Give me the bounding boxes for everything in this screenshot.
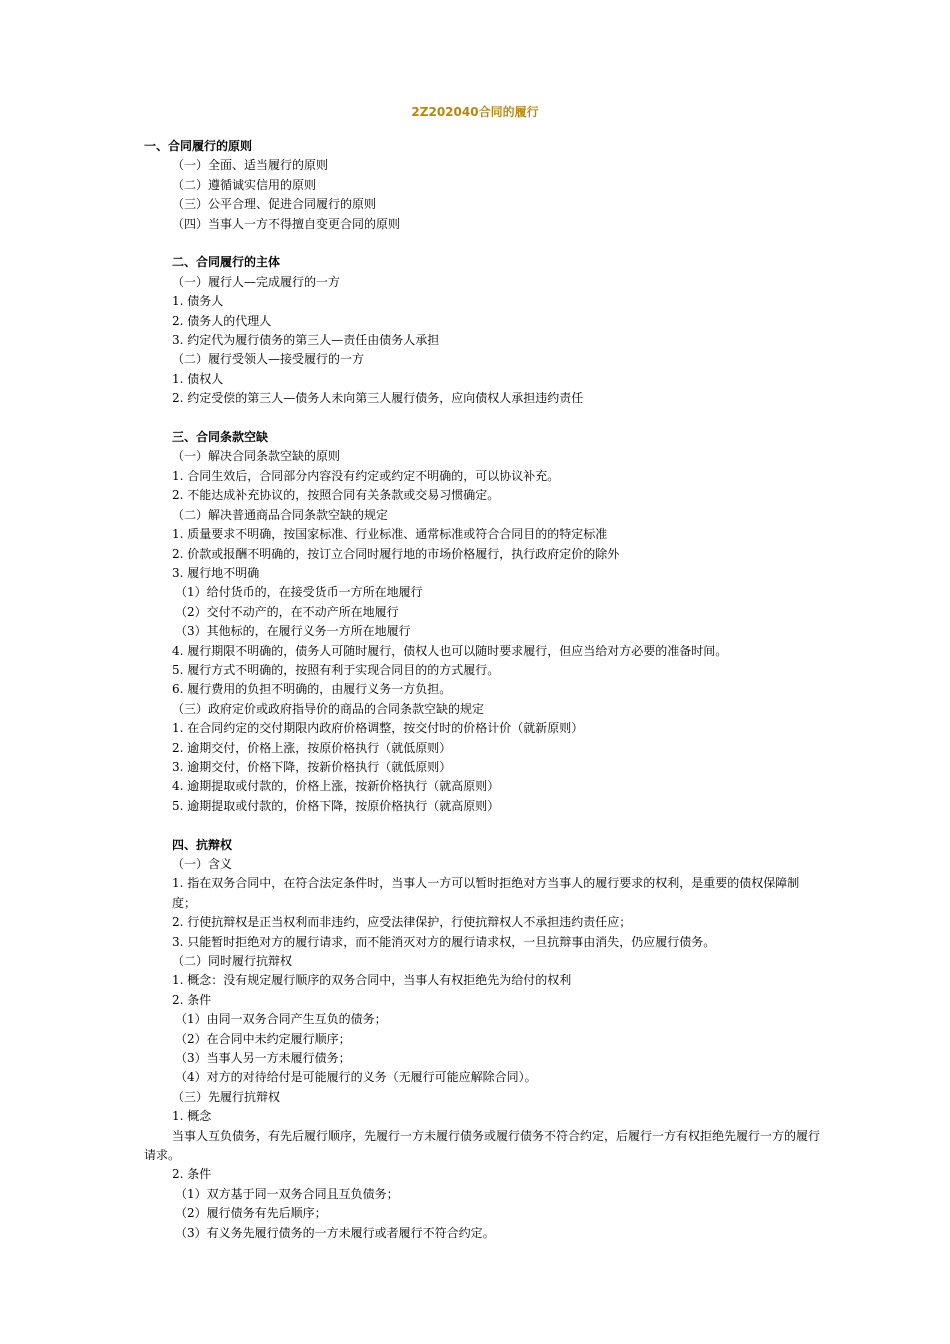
- numbered-item: 3. 约定代为履行债务的第三人—责任由债务人承担: [172, 333, 440, 348]
- section-heading: 三、合同条款空缺: [172, 430, 269, 445]
- blank-line: [144, 234, 820, 253]
- section-heading: 一、合同履行的原则: [144, 139, 253, 153]
- subsection-heading: （三）政府定价或政府指导价的商品的合同条款空缺的规定: [172, 701, 485, 716]
- parenthetical-item: （1）双方基于同一双务合同且互负债务；: [175, 1186, 399, 1201]
- blank-line: [144, 409, 820, 428]
- numbered-item: 6. 履行费用的负担不明确的，由履行义务一方负担。: [172, 682, 452, 697]
- subsection-heading: （四）当事人一方不得擅自变更合同的原则: [172, 216, 401, 231]
- numbered-item: 1. 债务人: [172, 294, 224, 309]
- subsection-heading: （二）解决普通商品合同条款空缺的规定: [172, 507, 389, 522]
- numbered-item: 3. 逾期交付，价格下降，按新价格执行（就低原则）: [172, 759, 452, 774]
- subsection-heading: （二）同时履行抗辩权: [172, 954, 293, 969]
- numbered-item: 2. 逾期交付，价格上涨，按原价格执行（就低原则）: [172, 740, 452, 755]
- parenthetical-item: （1）由同一双务合同产生互负的债务；: [175, 1012, 387, 1027]
- numbered-item: 1. 概念：没有规定履行顺序的双务合同中，当事人有权拒绝先为给付的权利: [172, 973, 572, 988]
- numbered-item: 2. 债务人的代理人: [172, 313, 272, 328]
- numbered-item: 2. 条件: [172, 992, 212, 1007]
- subsection-heading: （二）履行受领人—接受履行的一方: [172, 352, 365, 367]
- numbered-item: 1. 合同生效后，合同部分内容没有约定或约定不明确的，可以协议补充。: [172, 468, 560, 483]
- paragraph: 当事人互负债务，有先后履行顺序，先履行一方未履行债务或履行债务不符合约定，后履行一方有权拒绝先履行一方的履行请求。: [144, 1128, 821, 1163]
- numbered-item: 5. 逾期提取或付款的，价格下降，按原价格执行（就高原则）: [172, 798, 500, 813]
- numbered-item: 4. 逾期提取或付款的，价格上涨，按新价格执行（就高原则）: [172, 779, 500, 794]
- numbered-item: 2. 行使抗辩权是正当权利而非违约，应受法律保护，行使抗辩权人不承担违约责任应；: [172, 915, 632, 930]
- numbered-item: 5. 履行方式不明确的，按照有利于实现合同目的的方式履行。: [172, 662, 500, 677]
- numbered-item: 2. 价款或报酬不明确的，按订立合同时履行地的市场价格履行，执行政府定价的除外: [172, 546, 620, 561]
- parenthetical-item: （3）有义务先履行债务的一方未履行或者履行不符合约定。: [175, 1225, 495, 1240]
- parenthetical-item: （2）履行债务有先后顺序；: [175, 1206, 327, 1221]
- numbered-item: 2. 不能达成补充协议的，按照合同有关条款或交易习惯确定。: [172, 488, 500, 503]
- subsection-heading: （一）含义: [172, 856, 233, 871]
- numbered-item: 2. 约定受偿的第三人—债务人未向第三人履行债务，应向债权人承担违约责任: [172, 391, 584, 406]
- section-heading: 二、合同履行的主体: [172, 255, 281, 270]
- parenthetical-item: （3）当事人另一方未履行债务；: [175, 1051, 351, 1066]
- numbered-item: 1. 债权人: [172, 371, 224, 386]
- numbered-item: 3. 只能暂时拒绝对方的履行请求，而不能消灭对方的履行请求权，一旦抗辩事由消失，仍应履行债务。: [172, 934, 716, 949]
- subsection-heading: （一）全面、适当履行的原则: [172, 158, 329, 173]
- subsection-heading: （二）遵循诚实信用的原则: [172, 177, 317, 192]
- numbered-item: 4. 履行期限不明确的，债务人可随时履行，债权人也可以随时要求履行，但应当给对方必要的准备时间。: [172, 643, 728, 658]
- numbered-item: 1. 在合同约定的交付期限内政府价格调整，按交付时的价格计价（就新原则）: [172, 721, 584, 736]
- subsection-heading: （三）先履行抗辩权: [172, 1089, 281, 1104]
- numbered-item: 1. 质量要求不明确，按国家标准、行业标准、通常标准或符合合同目的的特定标准: [172, 527, 608, 542]
- subsection-heading: （一）解决合同条款空缺的原则: [172, 449, 341, 464]
- subsection-heading: （三）公平合理、促进合同履行的原则: [172, 197, 377, 212]
- parenthetical-item: （1）给付货币的，在接受货币一方所在地履行: [175, 585, 423, 600]
- document-body: [144, 137, 820, 1243]
- blank-line: [144, 816, 820, 835]
- numbered-item: 3. 履行地不明确: [172, 565, 260, 580]
- numbered-item: 1. 指在双务合同中，在符合法定条件时，当事人一方可以暂时拒绝对方当事人的履行要求的权利，是重要的债权保障制度；: [172, 876, 800, 910]
- parenthetical-item: （4）对方的对待给付是可能履行的义务（无履行可能应解除合同）。: [175, 1070, 537, 1085]
- parenthetical-item: （2）交付不动产的，在不动产所在地履行: [175, 604, 399, 619]
- numbered-item: 2. 条件: [172, 1167, 212, 1182]
- numbered-item: 1. 概念: [172, 1109, 212, 1124]
- parenthetical-item: （2）在合同中未约定履行顺序；: [175, 1031, 351, 1046]
- document-title: 2Z202040合同的履行: [411, 105, 539, 119]
- parenthetical-item: （3）其他标的，在履行义务一方所在地履行: [175, 624, 411, 639]
- section-heading: 四、抗辩权: [172, 837, 233, 852]
- subsection-heading: （一）履行人—完成履行的一方: [172, 274, 341, 289]
